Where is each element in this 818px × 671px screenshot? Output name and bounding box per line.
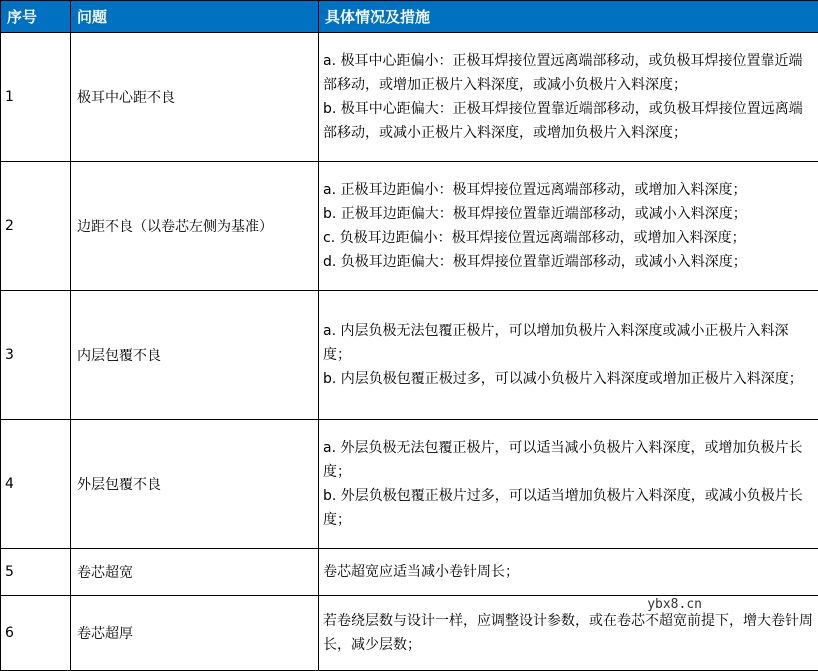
- row-issue: 边距不良（以卷芯左侧为基准）: [71, 162, 319, 291]
- row-detail: [319, 162, 818, 291]
- detail-line: c. 负极耳边距偏小：极耳焊接位置远离端部移动，或增加入料深度；: [323, 226, 814, 250]
- header-detail: 具体情况及措施: [319, 1, 818, 33]
- row-detail: [319, 291, 818, 420]
- row-number: 4: [1, 420, 71, 549]
- detail-line: a. 内层负极无法包覆正极片，可以增加负极片入料深度或减小正极片入料深度；: [323, 319, 814, 367]
- detail-line: 卷芯超宽应适当减小卷针周长；: [323, 560, 814, 584]
- row-number: 1: [1, 33, 71, 162]
- detail-line: b. 内层负极包覆正极过多，可以减小负极片入料深度或增加正极片入料深度；: [323, 367, 814, 391]
- header-row: [1, 1, 818, 33]
- table-row: [1, 162, 818, 291]
- detail-line: b. 外层负极包覆正极片过多，可以适当增加负极片入料深度，或减小负极片长度；: [323, 484, 814, 532]
- row-issue: 卷芯超宽: [71, 549, 319, 596]
- table-row: [1, 291, 818, 420]
- row-issue: 内层包覆不良: [71, 291, 319, 420]
- header-no: 序号: [1, 1, 71, 33]
- table-row: [1, 549, 818, 596]
- detail-line: a. 外层负极无法包覆正极片，可以适当减小负极片入料深度，或增加负极片长度；: [323, 436, 814, 484]
- detail-line: a. 极耳中心距偏小：正极耳焊接位置远离端部移动，或负极耳焊接位置靠近端部移动，或增加正极片入料深度，或减小负极片入料深度；: [323, 49, 814, 97]
- row-detail: [319, 549, 818, 596]
- table-row: [1, 420, 818, 549]
- row-detail: [319, 420, 818, 549]
- detail-line: b. 正极耳边距偏大：极耳焊接位置靠近端部移动，或减小入料深度；: [323, 202, 814, 226]
- detail-line: 若卷绕层数与设计一样，应调整设计参数，或在卷芯不超宽前提下，增大卷针周长，减少层数；: [323, 609, 814, 657]
- row-issue: 极耳中心距不良: [71, 33, 319, 162]
- row-number: 2: [1, 162, 71, 291]
- row-number: 6: [1, 596, 71, 671]
- row-issue: 卷芯超厚: [71, 596, 319, 671]
- row-detail: [319, 33, 818, 162]
- watermark: ybx8.cn: [647, 597, 702, 612]
- header-issue: 问题: [71, 1, 319, 33]
- row-number: 5: [1, 549, 71, 596]
- detail-line: d. 负极耳边距偏大：极耳焊接位置靠近端部移动，或减小入料深度；: [323, 250, 814, 274]
- detail-line: b. 极耳中心距偏大：正极耳焊接位置靠近端部移动，或负极耳焊接位置远离端部移动，或减小正极片入料深度，或增加负极片入料深度；: [323, 97, 814, 145]
- row-issue: 外层包覆不良: [71, 420, 319, 549]
- row-number: 3: [1, 291, 71, 420]
- row-detail: [319, 596, 818, 671]
- table-row: [1, 33, 818, 162]
- detail-line: a. 正极耳边距偏小：极耳焊接位置远离端部移动，或增加入料深度；: [323, 178, 814, 202]
